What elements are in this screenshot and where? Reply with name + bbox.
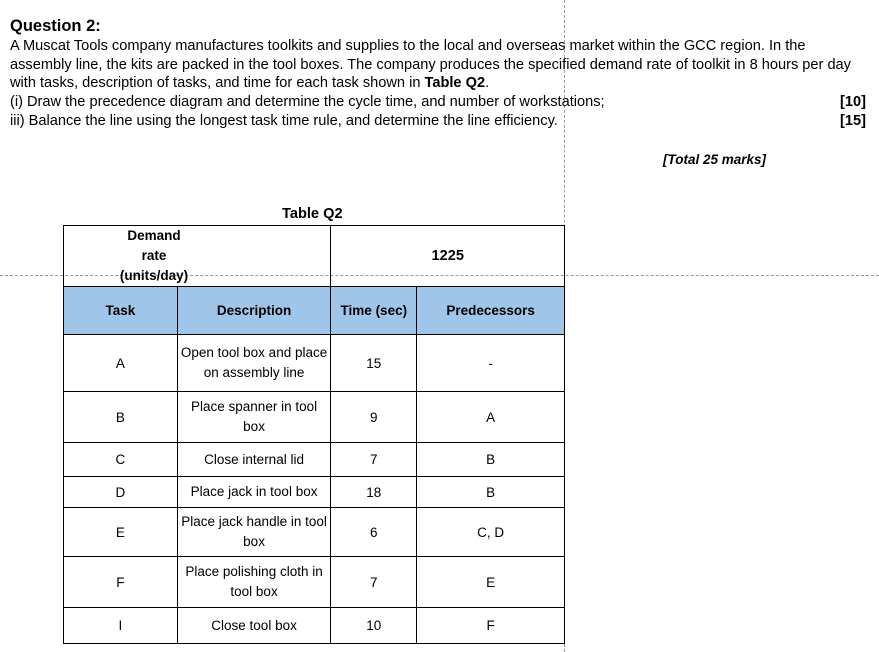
cell-predecessors: F — [417, 608, 565, 644]
demand-rate-row — [64, 226, 565, 287]
cell-description: Place polishing cloth in tool box — [177, 557, 331, 608]
cell-task: F — [64, 557, 178, 608]
cell-predecessors: E — [417, 557, 565, 608]
question-body-end: . — [485, 75, 490, 92]
question-part-2 — [10, 112, 870, 131]
part-1-text: (i) Draw the precedence diagram and determine the cycle time, and number of workstations; — [10, 94, 605, 111]
header-task: Task — [64, 287, 178, 335]
cell-description: Close internal lid — [177, 443, 331, 477]
cell-time: 7 — [331, 557, 417, 608]
question-title: Question 2: — [10, 17, 101, 35]
cell-task: I — [64, 608, 178, 644]
cell-time: 9 — [331, 392, 417, 443]
table-row — [64, 392, 565, 443]
table-row — [64, 335, 565, 392]
cell-task: B — [64, 392, 178, 443]
demand-rate-value: 1225 — [331, 226, 565, 287]
header-time: Time (sec) — [331, 287, 417, 335]
cell-description: Place jack handle in tool box — [177, 508, 331, 557]
cell-description: Close tool box — [177, 608, 331, 644]
task-table — [63, 225, 565, 644]
cell-predecessors: C, D — [417, 508, 565, 557]
part-1-marks: [10] — [840, 94, 866, 111]
cell-description: Open tool box and place on assembly line — [177, 335, 331, 392]
cell-time: 15 — [331, 335, 417, 392]
table-reference: Table Q2 — [424, 75, 486, 92]
table-row — [64, 477, 565, 508]
cell-time: 18 — [331, 477, 417, 508]
cell-predecessors: - — [417, 335, 565, 392]
part-2-text: iii) Balance the line using the longest task time rule, and determine the line efficiency. — [10, 113, 558, 130]
table-row — [64, 608, 565, 644]
cell-time: 6 — [331, 508, 417, 557]
cell-time: 7 — [331, 443, 417, 477]
cell-task: D — [64, 477, 178, 508]
part-2-marks: [15] — [840, 113, 866, 130]
header-description: Description — [177, 287, 331, 335]
question-body-text: A Muscat Tools company manufactures toolkits and supplies to the local and overseas market within the GCC region. In the assembly line, the kits are packed in the tool boxes. The company produces the specified demand rate of toolkit in 8 hours per day with tasks, description of tasks, and time for each task shown in — [10, 38, 851, 92]
cell-predecessors: B — [417, 443, 565, 477]
question-part-1 — [10, 93, 870, 112]
cell-task: A — [64, 335, 178, 392]
table-row — [64, 508, 565, 557]
cell-predecessors: A — [417, 392, 565, 443]
question-body — [10, 37, 870, 93]
table-row — [64, 443, 565, 477]
table-caption: Table Q2 — [282, 206, 343, 222]
cell-task: E — [64, 508, 178, 557]
cell-time: 10 — [331, 608, 417, 644]
demand-rate-label: Demand rate (units/day) — [64, 226, 331, 287]
cell-description: Place jack in tool box — [177, 477, 331, 508]
header-predecessors: Predecessors — [417, 287, 565, 335]
cell-predecessors: B — [417, 477, 565, 508]
total-marks: [Total 25 marks] — [663, 152, 767, 167]
cell-description: Place spanner in tool box — [177, 392, 331, 443]
table-row — [64, 557, 565, 608]
question-block — [10, 16, 870, 131]
table-header-row — [64, 287, 565, 335]
cell-task: C — [64, 443, 178, 477]
